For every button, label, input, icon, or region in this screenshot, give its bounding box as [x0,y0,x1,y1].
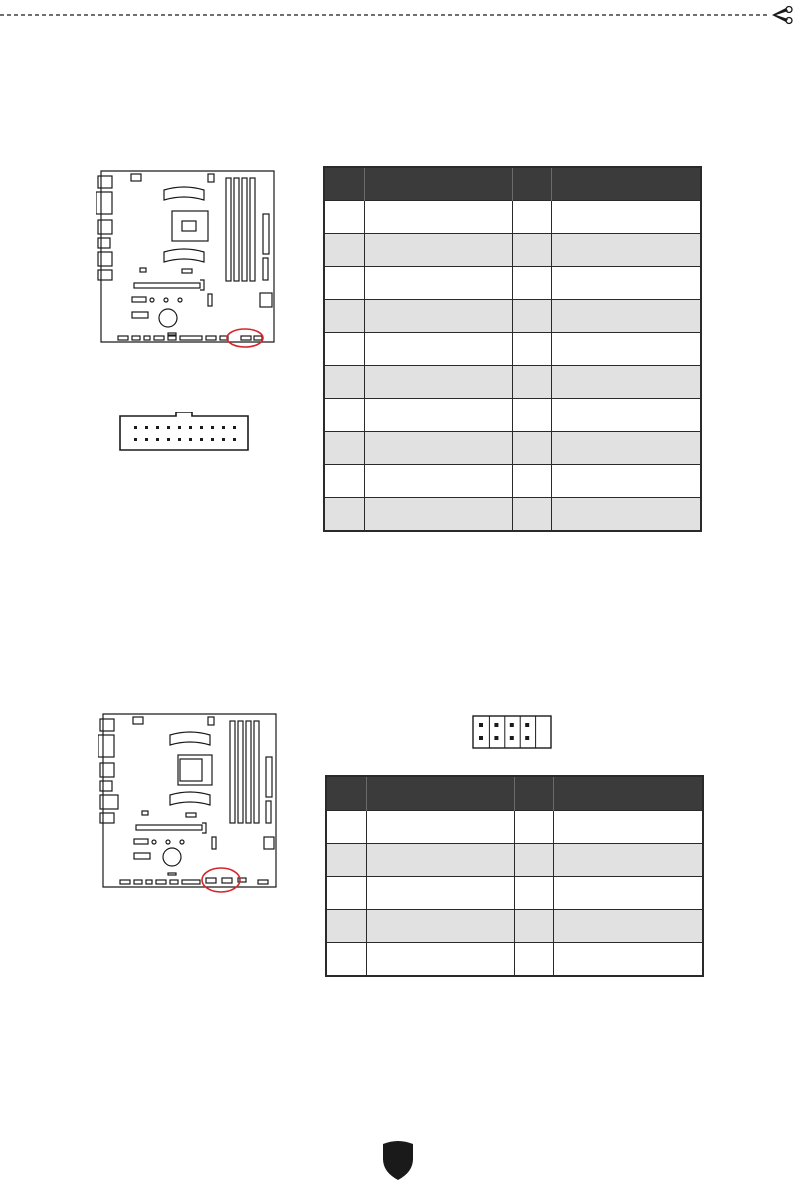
table-cell [551,234,701,267]
connector-pin [494,736,498,740]
table-cell [551,366,701,399]
table-cell [324,465,364,498]
pin-table-bottom [325,775,704,977]
connector-pin [189,438,192,441]
table-cell [364,399,513,432]
table-cell [513,366,551,399]
connector-pin [145,426,148,429]
connector-pin [479,723,483,727]
header-pin [513,167,551,201]
table-cell [553,844,703,877]
table-row [324,201,701,234]
connector-pin [510,736,514,740]
connector-pin [178,438,181,441]
table-cell [515,844,553,877]
scissors-icon [772,7,792,24]
table-cell [364,366,513,399]
connector-pin [233,438,236,441]
header-signal [551,167,701,201]
table-cell [513,465,551,498]
table-cell [364,465,513,498]
connector-pin [200,426,203,429]
header-pin [326,776,366,811]
table-cell [324,498,364,532]
table-cell [366,877,515,910]
connector-pin [222,426,225,429]
connector-pin [211,426,214,429]
connector-pin [178,426,181,429]
header-signal [364,167,513,201]
table-cell [326,877,366,910]
table-cell [324,399,364,432]
table-cell [366,910,515,943]
table-cell [324,300,364,333]
table-cell [324,201,364,234]
table-row [324,267,701,300]
connector-2x5 [472,714,554,750]
table-cell [513,333,551,366]
motherboard-diagram-top [96,166,278,350]
table-row [324,432,701,465]
table-cell [324,366,364,399]
table-cell [551,399,701,432]
table-cell [364,300,513,333]
table-cell [515,877,553,910]
table-cell [553,877,703,910]
table-cell [326,943,366,977]
connector-pin [145,438,148,441]
connector-pin [211,438,214,441]
table-row [326,877,703,910]
table-cell [364,267,513,300]
motherboard-diagram-bottom [98,711,280,895]
table-cell [513,201,551,234]
header-signal [366,776,515,811]
table-row [326,943,703,977]
connector-pin [222,438,225,441]
table-cell [364,234,513,267]
table-row [324,333,701,366]
connector-pin [200,438,203,441]
table-cell [551,498,701,532]
connector-pin [156,426,159,429]
table-row [324,465,701,498]
highlight-ring [227,329,263,347]
table-cell [366,943,515,977]
connector-pin [134,438,137,441]
table-cell [364,201,513,234]
table-cell [513,267,551,300]
connector-pin [167,426,170,429]
table-cell [324,234,364,267]
table-cell [551,432,701,465]
shield-logo-icon [379,1139,417,1181]
connector-pin [134,426,137,429]
table-row [326,811,703,844]
table-cell [513,498,551,532]
header-signal [553,776,703,811]
table-row [324,498,701,532]
table-cell [553,811,703,844]
connector-pin [494,723,498,727]
cut-line [0,0,794,40]
table-cell [513,399,551,432]
table-row [324,399,701,432]
connector-pin [167,438,170,441]
table-cell [551,267,701,300]
connector-pin [189,426,192,429]
table-cell [553,910,703,943]
pin-table-top [323,166,702,532]
table-cell [513,432,551,465]
table-cell [551,333,701,366]
table-cell [324,333,364,366]
highlight-ring [202,868,240,892]
table-row [326,844,703,877]
table-cell [513,234,551,267]
table-cell [513,300,551,333]
connector-pin [525,723,529,727]
table-cell [326,811,366,844]
table-cell [326,910,366,943]
table-cell [551,465,701,498]
table-cell [515,811,553,844]
header-pin [324,167,364,201]
table-cell [324,432,364,465]
table-cell [364,498,513,532]
table-cell [366,844,515,877]
table-cell [515,910,553,943]
table-row [324,234,701,267]
table-cell [324,267,364,300]
table-row [324,300,701,333]
connector-pin [233,426,236,429]
table-row [326,910,703,943]
connector-pin [510,723,514,727]
connector-pin [156,438,159,441]
table-cell [515,943,553,977]
connector-pin [479,736,483,740]
connector-pin [525,736,529,740]
table-cell [551,300,701,333]
header-pin [515,776,553,811]
table-cell [326,844,366,877]
table-cell [364,432,513,465]
table-cell [364,333,513,366]
table-row [324,366,701,399]
table-cell [551,201,701,234]
table-cell [553,943,703,977]
connector-2x10 [118,412,250,452]
table-cell [366,811,515,844]
